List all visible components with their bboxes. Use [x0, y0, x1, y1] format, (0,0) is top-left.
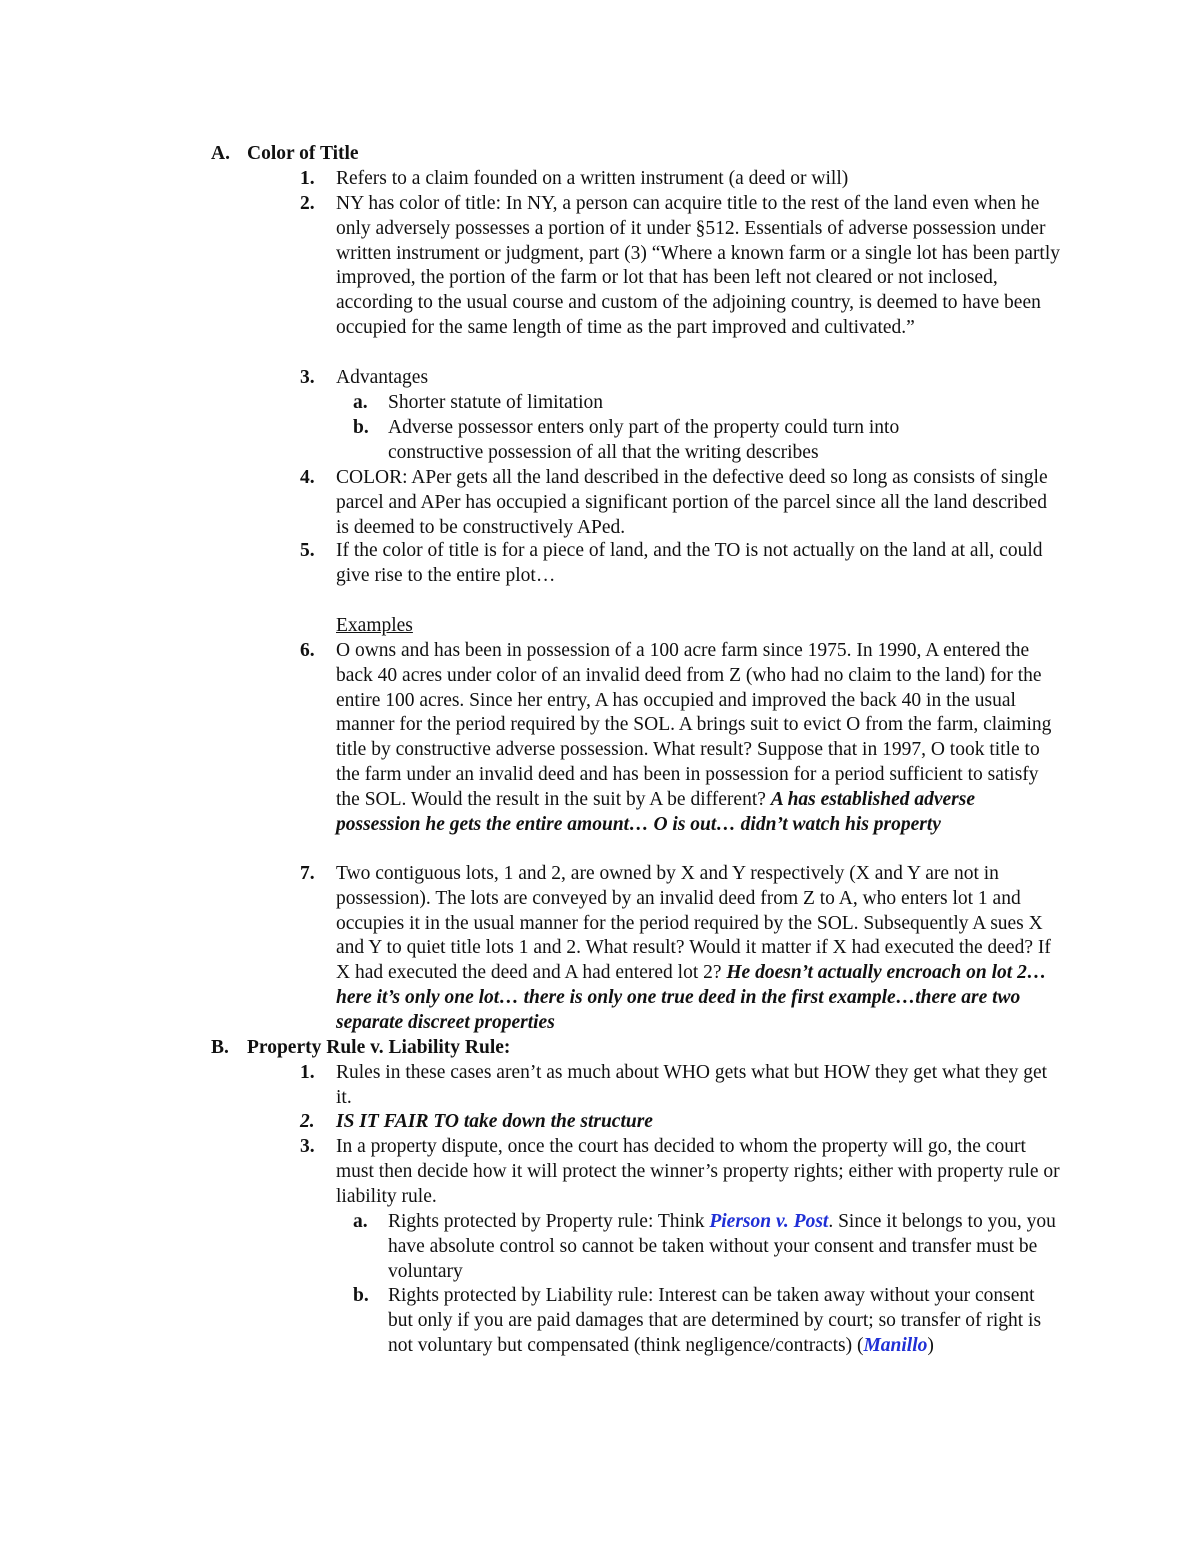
a1-label: 1. [300, 168, 315, 189]
a4-text: COLOR: APer gets all the land described in the defective deed so long as consists of single parcel and APer has occupied a significant portion of the parcel since all the land described is deemed to be constructively APed. [336, 467, 1048, 538]
a3-text: Advantages [336, 367, 429, 388]
examples-heading: Examples [336, 615, 413, 636]
a2-text: NY has color of title: In NY, a person can acquire title to the rest of the land even when he only adversely possesses a portion of it under §512. Essentials of adverse possession under written instrument or judgment, part (3) “Where a known farm or a single lot has been partly improved, the portion of the farm or lot that has been left not cleared or not inclosed, according to the usual course and custom of the adjoining country, is deemed to have been occupied for the same length of time as the part improved and cultivated.” [336, 193, 1060, 338]
b1-label: 1. [300, 1062, 315, 1083]
a4-label: 4. [300, 467, 315, 488]
a1-text: Refers to a claim founded on a written instrument (a deed or will) [336, 168, 849, 189]
a3a-label: a. [353, 392, 368, 413]
a3-label: 3. [300, 367, 315, 388]
section-b-title: Property Rule v. Liability Rule: [247, 1037, 511, 1058]
b3b-text [388, 1284, 1053, 1358]
a7-text [336, 862, 1061, 1036]
case-manillo: Manillo [863, 1334, 928, 1356]
a7-answer: He doesn’t actually encroach on lot 2… here it’s only one lot… there is only one true deed in the first example…there are two separate discreet properties [336, 962, 1047, 1033]
section-a-label: A. [211, 143, 230, 164]
a5-text: If the color of title is for a piece of land, and the TO is not actually on the land at all, could give rise to the entire plot… [336, 540, 1043, 586]
a6-text [336, 639, 1061, 837]
b3a-text [388, 1210, 1058, 1284]
b3b-text-after: ) [927, 1334, 934, 1356]
a6-answer: A has established adverse possession he gets the entire amount… O is out… didn’t watch his property [336, 788, 975, 835]
b3b-label: b. [353, 1285, 369, 1306]
b3b-text-before: Rights protected by Liability rule: Interest can be taken away without your consent but only if you are paid damages that are determined by court; so transfer of right is not voluntary but compensated (think negligence/contracts) ( [388, 1285, 1042, 1356]
a3b-text: Adverse possessor enters only part of the property could turn into constructive possession of all that the writing describes [388, 417, 900, 463]
b3-text: In a property dispute, once the court has decided to whom the property will go, the court must then decide how it will protect the winner’s property rights; either with property rule or liability rule. [336, 1136, 1060, 1207]
b1-text: Rules in these cases aren’t as much about WHO gets what but HOW they get what they get it. [336, 1062, 1048, 1108]
b3-label: 3. [300, 1136, 315, 1157]
a6-label: 6. [300, 640, 315, 661]
b2-text: IS IT FAIR TO take down the structure [336, 1111, 653, 1132]
a3b-label: b. [353, 417, 369, 438]
b3a-text-before: Rights protected by Property rule: Think [388, 1211, 710, 1232]
b3a-text-after: . Since it belongs to you, you have absolute control so cannot be taken without your consent and transfer must be voluntary [388, 1211, 1056, 1282]
section-a-title: Color of Title [247, 143, 359, 164]
b3a-label: a. [353, 1211, 368, 1232]
a2-label: 2. [300, 193, 315, 214]
section-b-label: B. [211, 1037, 229, 1058]
a5-label: 5. [300, 540, 315, 561]
case-pierson-v-post: Pierson v. Post [709, 1211, 829, 1232]
a7-question: Two contiguous lots, 1 and 2, are owned by X and Y respectively (X and Y are not in possession). The lots are conveyed by an invalid deed from Z to A, who enters lot 1 and occupies it in the usual manner for the period required by the SOL. Subsequently A sues X and Y to quiet title lots 1 and 2. What result? Would it matter if X had executed the deed? If X had executed the deed and A had entered lot 2? [336, 863, 1051, 984]
a7-label: 7. [300, 863, 315, 884]
b2-label: 2. [300, 1111, 315, 1132]
a3a-text: Shorter statute of limitation [388, 392, 604, 413]
a6-question: O owns and has been in possession of a 100 acre farm since 1975. In 1990, A entered the back 40 acres under color of an invalid deed from Z (who had no claim to the land) for the entire 100 acres. Since her entry, A has occupied and improved the back 40 in the usual manner for the period required by the SOL. A brings suit to evict O from the farm, claiming title by constructive adverse possession. What result? Suppose that in 1997, O took title to the farm under an invalid deed and has been in possession for a period sufficient to satisfy the SOL. Would the result in the suit by A be different? [336, 640, 1052, 810]
